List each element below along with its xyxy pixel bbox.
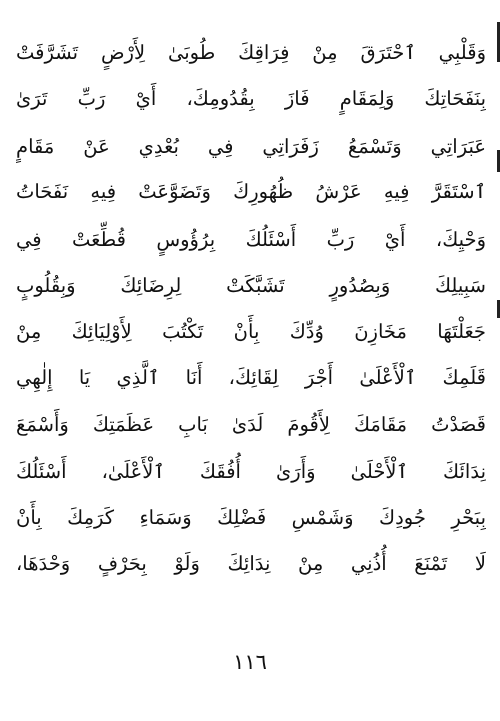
text-line-1: وَقَلْبِي ٱحْتَرَقَ مِنْ فِرَاقِكَ طُوبَىٰ لِأَرْضٍ تَشَرَّفَتْ — [16, 41, 486, 64]
text-line-7: جَعَلْتَهَا مَخَازِنَ وُدِّكَ بِأَنْ تَكْتُبَ لِأَوْلِيَائِكَ مِنْ — [16, 320, 486, 343]
text-line-11: بِبَحْرِ جُودِكَ وَشَمْسِ فَضْلِكَ وَسَمَاءِ كَرَمِكَ بِأَنْ — [16, 506, 486, 529]
text-line-12: لَا تَمْنَعَ أُذُنِي مِنْ نِدَائِكَ وَلَوْ بِحَرْفٍ وَحْدَهَا، — [16, 552, 486, 575]
text-line-4: ٱسْتَقَرَّ فِيهِ عَرْشُ ظُهُورِكَ وَتَضَوَّعَتْ فِيهِ نَفَحَاتُ — [16, 180, 486, 203]
page-number: ١١٦ — [233, 650, 267, 674]
text-line-5: وَحْيِكَ، أَيْ رَبِّ أَسْئَلُكَ بِرُؤُوسٍ قُطِّعَتْ فِي — [16, 228, 486, 251]
text-line-10: نِدَائَكَ ٱلْأَحْلَىٰ وَأَرَىٰ أُفُقَكَ ٱلْأَعْلَىٰ، أَسْئَلُكَ — [16, 460, 486, 483]
text-line-6: سَبِيلِكَ وَبِصُدُورٍ تَشَبَّكَتْ لِرِضَائِكَ وَبِقُلُوبٍ — [16, 274, 486, 297]
text-line-3: عَبَرَاتِي وَتَسْمَعُ زَفَرَاتِي فِي بُعْدِي عَنْ مَقَامٍ — [16, 135, 486, 158]
text-line-2: بِنَفَحَاتِكَ وَلِمَقَامٍ فَازَ بِقُدُومِكَ، أَيْ رَبِّ تَرَىٰ — [16, 87, 486, 110]
text-line-8: قَلَمِكَ ٱلْأَعْلَىٰ أَجْرَ لِقَائِكَ، أَنَا ٱلَّذِي يَا إِلٰهِي — [16, 366, 486, 389]
text-line-9: قَصَدْتُ مَقَامَكَ لِأَقُومَ لَدَىٰ بَابِ عَظَمَتِكَ وَأَسْمَعَ — [16, 413, 486, 436]
